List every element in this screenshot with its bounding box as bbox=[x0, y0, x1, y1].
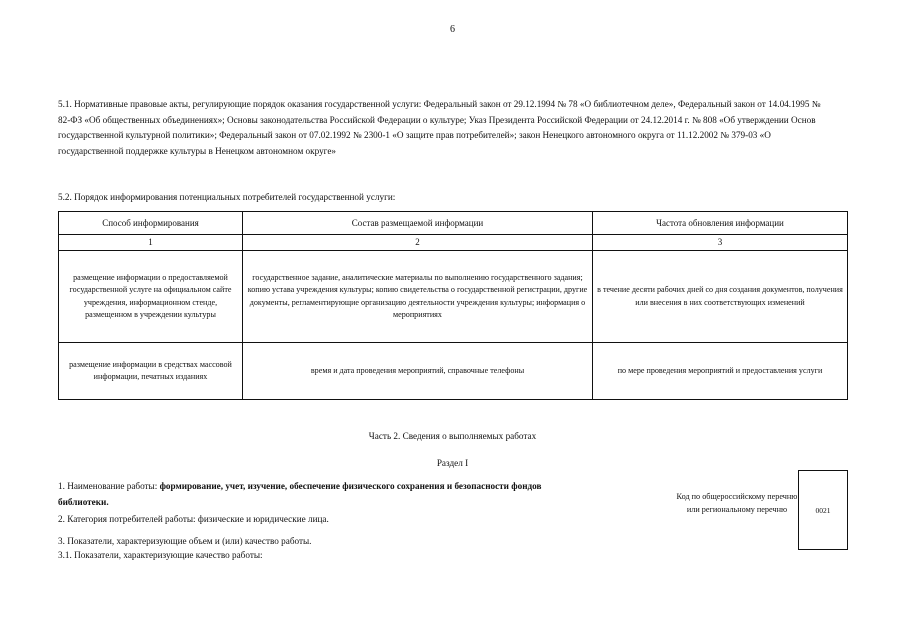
page-number: 6 bbox=[450, 24, 455, 35]
quality-indicators-heading: 3.1. Показатели, характеризующие качество работы: bbox=[58, 550, 263, 560]
header-content: Состав размещаемой информации bbox=[243, 212, 593, 235]
work-name bbox=[58, 478, 578, 510]
section-5-2-informing: 5.2. Порядок информирования потенциальных потребителей государственной услуги: bbox=[58, 192, 396, 202]
column-number-3: 3 bbox=[593, 235, 848, 251]
table-row bbox=[59, 343, 848, 400]
column-number-2: 2 bbox=[243, 235, 593, 251]
indicators-heading: 3. Показатели, характеризующие объем и (или) качество работы. bbox=[58, 536, 312, 546]
row-2-frequency: по мере проведения мероприятий и предоставления услуги bbox=[593, 343, 848, 400]
row-1-method: размещение информации о предоставляемой государственной услуге на официальном сайте учреждения, информационном стенде, размещенном в учреждении культуры bbox=[59, 251, 243, 343]
table-row bbox=[59, 251, 848, 343]
code-value: 0021 bbox=[815, 505, 831, 515]
work-name-prefix: 1. Наименование работы: bbox=[58, 481, 160, 491]
row-2-content: время и дата проведения мероприятий, справочные телефоны bbox=[243, 343, 593, 400]
part-2-title: Часть 2. Сведения о выполняемых работах bbox=[368, 431, 537, 441]
section-title: Раздел I bbox=[436, 458, 469, 468]
header-frequency: Частота обновления информации bbox=[593, 212, 848, 235]
work-category: 2. Категория потребителей работы: физические и юридические лица. bbox=[58, 514, 329, 524]
work-name-value: формирование, учет, изучение, обеспечение физического сохранения и безопасности фондов библиотеки. bbox=[58, 481, 542, 507]
code-box bbox=[798, 470, 848, 550]
section-5-1-legal-acts: 5.1. Нормативные правовые акты, регулирующие порядок оказания государственной услуги: Федеральный закон от 29.12.1994 № 78 «О библиотечном деле», Федеральный закон от 14.04.1995 № 82-ФЗ «Об общественных объединениях»; Основы законодательства Российской Федерации о культуре; Указ Президента Российской Федерации от 24.12.2014 г. № 808 «Об утверждении Основ государственной культурной политики»; Федеральный закон от 07.02.1992 № 2300-1 «О защите прав потребителей»; закон Ненецкого автономного округа от 11.12.2002 № 379-03 «О государственной поддержке культуры в Ненецком автономном округе» bbox=[58, 99, 821, 156]
code-label: Код по общероссийскому перечню или региональному перечню bbox=[676, 492, 798, 514]
row-2-method: размещение информации в средствах массовой информации, печатных изданиях bbox=[59, 343, 243, 400]
row-1-frequency: в течение десяти рабочих дней со дня создания документов, получения или внесения в них соответствующих изменений bbox=[593, 251, 848, 343]
row-1-content: государственное задание, аналитические материалы по выполнению государственного задания; копию устава учреждения культуры; копию свидетельства о государственной регистрации, другие документы, регламентирующие организацию деятельности учреждения культуры; информация о мероприятиях bbox=[243, 251, 593, 343]
table-header-row bbox=[59, 212, 848, 235]
header-method: Способ информирования bbox=[59, 212, 243, 235]
informing-table bbox=[58, 211, 848, 400]
table-number-row bbox=[59, 235, 848, 251]
column-number-1: 1 bbox=[59, 235, 243, 251]
